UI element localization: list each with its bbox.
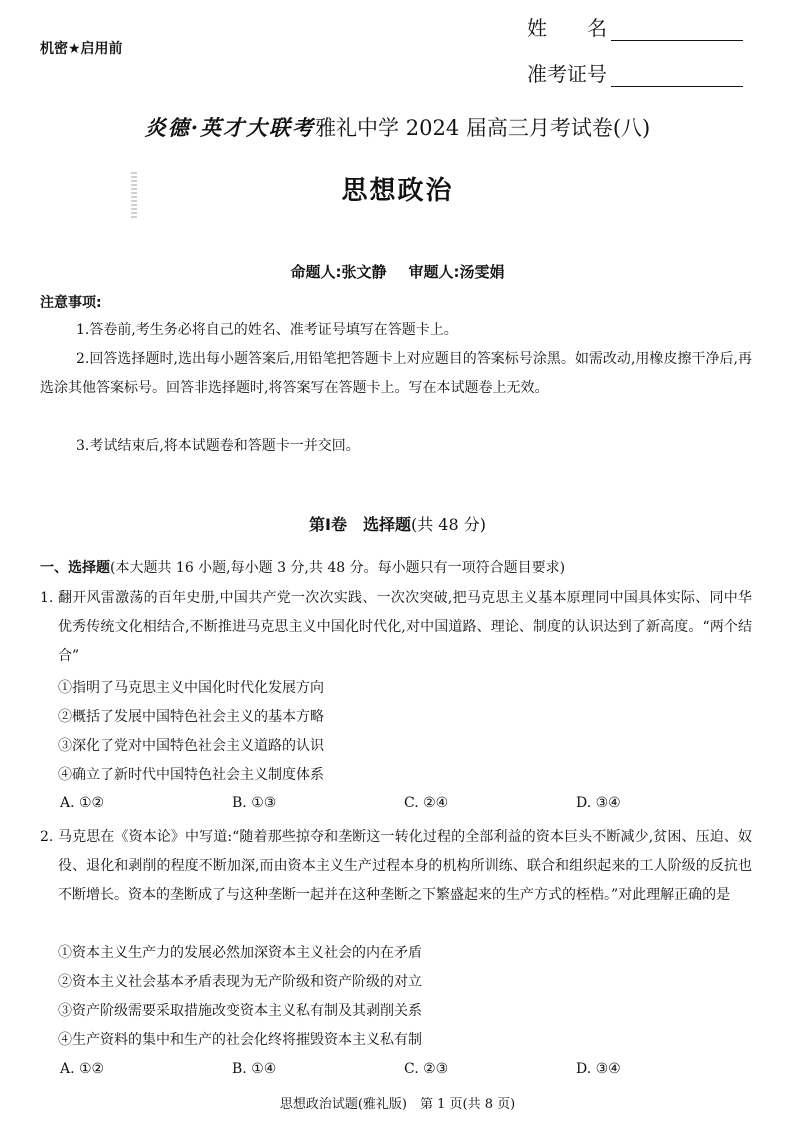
exam-main-title: 雅礼中学 2024 届高三月考试卷(八) (315, 116, 651, 140)
reviewer: 审题人:汤雯娟 (408, 263, 505, 281)
exam-number-blank (611, 64, 743, 87)
notice-heading: 注意事项: (40, 295, 102, 311)
section-name: 第Ⅰ卷 选择题 (309, 515, 411, 534)
choice-a: A. ①② (60, 1061, 105, 1077)
statement: ①资本主义生产力的发展必然加深资本主义社会的内在矛盾 (58, 945, 422, 961)
confidential-label: 机密★启用前 (40, 41, 123, 57)
name-field (527, 12, 743, 41)
question-stem: 马克思在《资本论》中写道:“随着那些掠夺和垄断这一转化过程的全部利益的资本巨头不断减少,贫困、压迫、奴役、退化和剥削的程度不断加深,而由资本主义生产过程本身的机构所训练、联合和组织起来的工人阶级的反抗也不断增长。资本的垄断成了与这种垄断一起并在这种垄断之下繁盛起来的生产方式的桎梏。”对此理解正确的是 (58, 829, 752, 903)
notice-item: 3.考试结束后,将本试题卷和答题卡一并交回。 (76, 438, 360, 454)
statement: ②概括了发展中国特色社会主义的基本方略 (58, 709, 324, 725)
statement: ④生产资料的集中和生产的社会化终将摧毁资本主义私有制 (58, 1032, 422, 1048)
question-1 (40, 584, 752, 671)
part-description: (本大题共 16 小题,每小题 3 分,共 48 分。每小题只有一项符合题目要求) (110, 560, 566, 576)
statement: ③深化了党对中国特色社会主义道路的认识 (58, 738, 324, 754)
question-stem: 翻开风雷激荡的百年史册,中国共产党一次次实践、一次次突破,把马克思主义基本原理同中国具体实际、同中华优秀传统文化相结合,不断推进马克思主义中国化时代化,对中国道路、理论、制度的认识达到了新高度。“两个结合” (58, 590, 752, 664)
exam-title (0, 112, 795, 142)
statement: ③资产阶级需要采取措施改变资本主义私有制及其剥削关系 (58, 1003, 422, 1019)
statement: ②资本主义社会基本矛盾表现为无产阶级和资产阶级的对立 (58, 974, 422, 990)
page-footer: 思想政治试题(雅礼版) 第 1 页(共 8 页) (279, 1097, 516, 1112)
notice-item: 2.回答选择题时,选出每小题答案后,用铅笔把答题卡上对应题目的答案标号涂黑。如需改动,用橡皮擦干净后,再选涂其他答案标号。回答非选择题时,将答案写在答题卡上。写在本试题卷上无效。 (40, 351, 752, 396)
exam-brand: 炎德·英才大联考 (144, 115, 316, 140)
question-number: 2. (40, 829, 54, 845)
section-title (0, 512, 795, 535)
choice-d: D. ③④ (576, 795, 621, 811)
choice-a: A. ①② (60, 795, 105, 811)
part-heading (40, 557, 565, 577)
question-number: 1. (40, 590, 54, 606)
choice-d: D. ③④ (576, 1061, 621, 1077)
statement: ①指明了马克思主义中国化时代化发展方向 (58, 680, 324, 696)
choice-c: C. ②④ (404, 795, 449, 811)
choice-b: B. ①③ (232, 795, 277, 811)
part-label: 一、选择题 (40, 560, 110, 576)
setter: 命题人:张文静 (290, 263, 387, 281)
name-blank (611, 18, 743, 41)
section-score: (共 48 分) (410, 515, 486, 534)
statement: ④确立了新时代中国特色社会主义制度体系 (58, 767, 324, 783)
exam-number-field (527, 58, 743, 87)
subject-title: 思想政治 (341, 176, 454, 206)
authors-line (0, 261, 795, 282)
name-label: 姓 名 (527, 16, 607, 40)
notice-item: 1.答卷前,考生务必将自己的姓名、准考证号填写在答题卡上。 (76, 322, 458, 338)
choice-c: C. ②③ (404, 1061, 449, 1077)
question-2 (40, 823, 752, 910)
exam-number-label: 准考证号 (527, 62, 607, 86)
choice-b: B. ①④ (232, 1061, 277, 1077)
